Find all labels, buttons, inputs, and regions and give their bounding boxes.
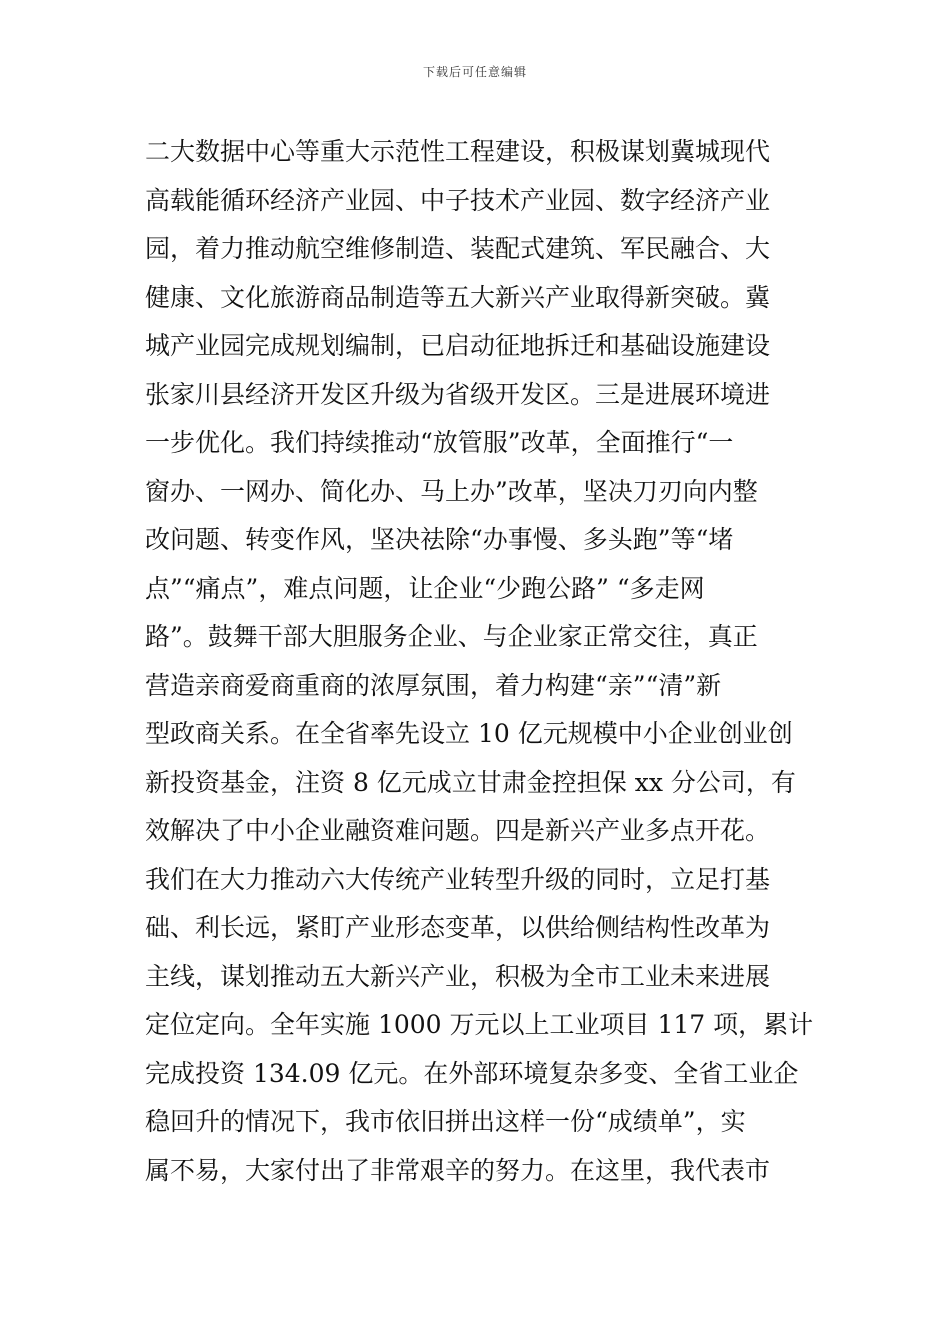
text-line: 窗办、一网办、简化办、马上办”改革，坚决刀刃向内整 (145, 476, 758, 506)
text-line: 一步优化。我们持续推动“放管服”改革，全面推行“一 (145, 428, 734, 457)
text-line: 张家川县经济开发区升级为省级开发区。三是进展环境进 (145, 379, 771, 409)
text-line: 二大数据中心等重大示范性工程建设，积极谋划冀城现代 (145, 137, 771, 166)
text-line: 高载能循环经济产业园、中子技术产业园、数字经济产业 (145, 185, 771, 215)
text-line: 新投资基金，注资 8 亿元成立甘肃金控担保 xx 分公司，有 (145, 767, 796, 797)
text-line: 路”。鼓舞干部大胆服务企业、与企业家正常交往，真正 (145, 622, 758, 651)
text-line: 型政商关系。在全省率先设立 10 亿元规模中小企业创业创 (145, 719, 793, 748)
text-line: 园，着力推动航空维修制造、装配式建筑、军民融合、大 (145, 234, 771, 263)
text-line: 属不易，大家付出了非常艰辛的努力。在这里，我代表市 (145, 1155, 771, 1185)
body-text (145, 128, 815, 1195)
text-line: 稳回升的情况下，我市依旧拼出这样一份“成绩单”，实 (145, 1107, 746, 1136)
text-line: 效解决了中小企业融资难问题。四是新兴产业多点开花。 (145, 816, 771, 845)
text-line: 完成投资 134.09 亿元。在外部环境复杂多变、全省工业企 (145, 1058, 799, 1088)
text-line: 定位定向。全年实施 1000 万元以上工业项目 117 项，累计 (145, 1010, 814, 1039)
text-line: 城产业园完成规划编制，已启动征地拆迁和基础设施建设 (145, 331, 771, 360)
text-line: 主线，谋划推动五大新兴产业，积极为全市工业未来进展 (145, 961, 771, 991)
page-header-note: 下载后可任意编辑 (422, 65, 527, 79)
text-line: 础、利长远，紧盯产业形态变革，以供给侧结构性改革为 (145, 913, 771, 942)
text-line: 改问题、转变作风，坚决祛除“办事慢、多头跑”等“堵 (145, 525, 734, 554)
text-line: 我们在大力推动六大传统产业转型升级的同时，立足打基 (145, 864, 771, 894)
text-line: 健康、文化旅游商品制造等五大新兴产业取得新突破。冀 (145, 282, 771, 312)
text-line: 营造亲商爱商重商的浓厚氛围，着力构建“亲”“清”新 (145, 670, 722, 700)
text-line: 点”“痛点”，难点问题，让企业“少跑公路” “多走网 (145, 573, 705, 603)
